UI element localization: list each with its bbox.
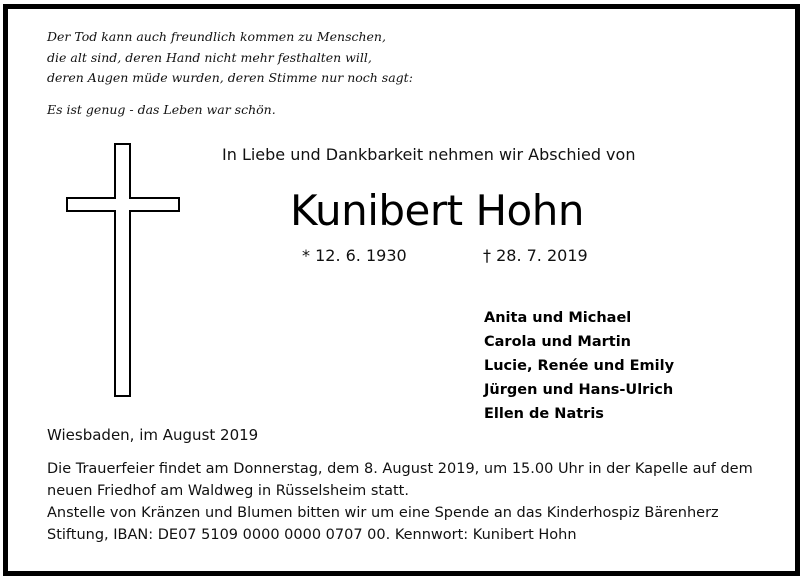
- place-date: Wiesbaden, im August 2019: [47, 426, 259, 444]
- poem-line: Der Tod kann auch freundlich kommen zu Menschen,: [47, 29, 386, 44]
- poem-line: die alt sind, deren Hand nicht mehr festhalten will,: [47, 49, 372, 65]
- birth-date: * 12. 6. 1930: [302, 246, 407, 265]
- mourner: Lucie, Renée und Emily: [484, 358, 675, 374]
- poem-line: deren Augen müde wurden, deren Stimme nur noch sagt:: [47, 70, 413, 85]
- death-date: † 28. 7. 2019: [483, 246, 588, 265]
- mourner: Carola und Martin: [484, 334, 632, 350]
- funeral-notes: [47, 458, 753, 546]
- poem-closing: Es ist genug - das Leben war schön.: [47, 101, 276, 117]
- note-line: Stiftung, IBAN: DE07 5109 0000 0000 0707 00. Kennwort: Kunibert Hohn: [47, 527, 577, 543]
- cross-icon: [66, 143, 180, 397]
- note-line: Anstelle von Kränzen und Blumen bitten wir um eine Spende an das Kinderhospiz Bärenherz: [47, 505, 719, 521]
- mourner: Anita und Michael: [484, 310, 632, 326]
- poem: [47, 27, 413, 120]
- deceased-name: Kunibert Hohn: [290, 186, 584, 235]
- mourners-list: [484, 306, 674, 426]
- note-line: Die Trauerfeier findet am Donnerstag, dem 8. August 2019, um 15.00 Uhr in der Kapelle auf dem: [47, 461, 753, 477]
- mourner: Jürgen und Hans-Ulrich: [484, 382, 674, 398]
- mourner: Ellen de Natris: [484, 406, 604, 422]
- intro-text: In Liebe und Dankbarkeit nehmen wir Abschied von: [222, 145, 636, 164]
- note-line: neuen Friedhof am Waldweg in Rüsselsheim statt.: [47, 483, 409, 499]
